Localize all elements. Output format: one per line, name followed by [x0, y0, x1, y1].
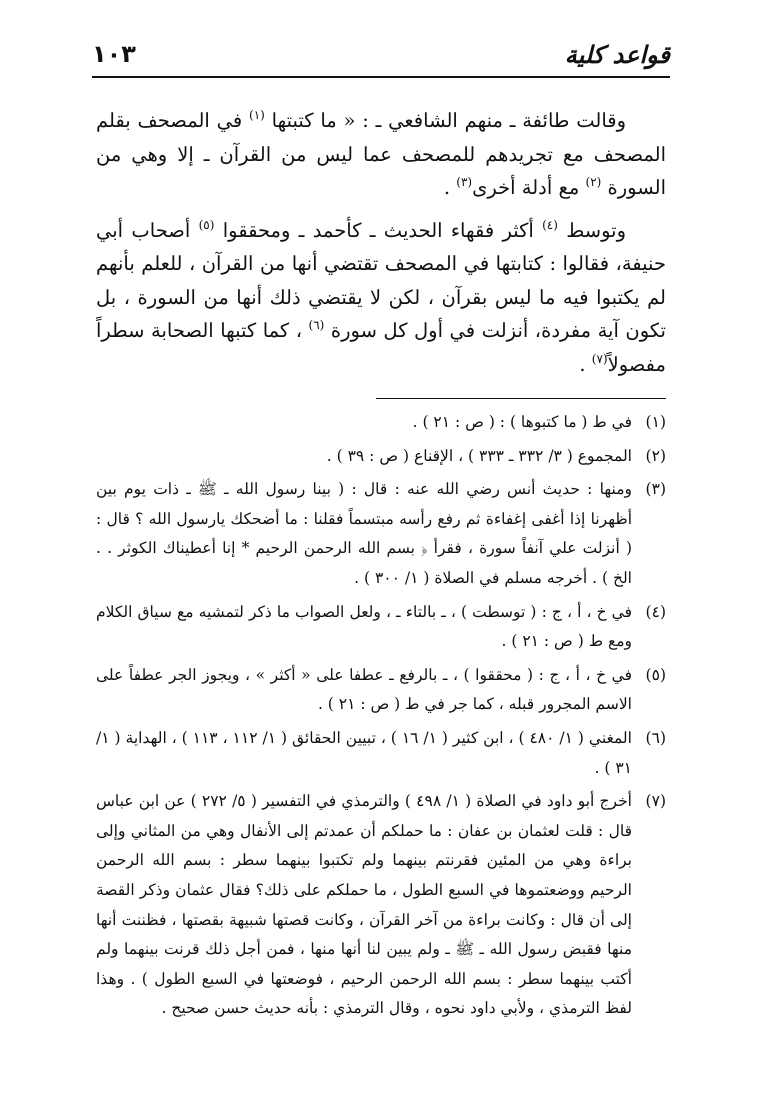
footnote-separator	[376, 398, 666, 399]
footnote-text: في ط ( ما كتبوها ) : ( ص : ٢١ ) .	[412, 413, 632, 431]
paragraph-text: وتوسط	[566, 218, 627, 242]
footnotes	[96, 408, 666, 1028]
footnote-ref-6: (٦)	[308, 318, 325, 332]
paragraph-text: .	[579, 352, 586, 376]
footnote-ref-2: (٢)	[585, 175, 602, 189]
paragraph-text: أكثر فقهاء الحديث ـ كأحمد ـ ومحققوا	[222, 218, 534, 242]
footnote-4	[96, 598, 666, 657]
footnote-3	[96, 475, 666, 593]
paragraph-text: في المصحف بقلم المصحف مع تجريدهم للمصحف عما ليس من القرآن ـ إلا وهي من السورة	[96, 109, 666, 199]
footnote-5	[96, 661, 666, 720]
footnote-number: (٦)	[645, 728, 666, 747]
footnote-number: (٢)	[645, 446, 666, 465]
paragraph-1	[96, 104, 666, 205]
paragraph-text: ، كما كتبها الصحابة سطراً مفصولاً	[96, 319, 666, 376]
header-rule	[92, 76, 670, 78]
footnote-6	[96, 724, 666, 783]
footnote-ref-5: (٥)	[198, 217, 215, 232]
footnote-text: أخرج أبو داود في الصلاة ( ١/ ٤٩٨ ) والترمذي في التفسير ( ٥/ ٢٧٢ ) عن ابن عباس قال : قلت لعثمان بن عفان : ما حملكم أن عمدتم إلى الأنفال وهي من المثاني وإلى براءة وهي من المئين فقرنتم بينهما ولم تكتبوا بينهما سطر : بسم الله الرحمن الرحيم ووضعتموها في السبع الطول ، ما حملكم على ذلك؟ فقال عثمان وذكر القصة إلى أن قال : وكانت براءة من آخر القرآن ، وكانت قصتها شبيهة بقصتها ، فظننت أنها منها فقبض رسول الله ـ ﷺ ـ ولم يبين لنا أنها منها ، فمن أجل ذلك قرنت بينهما ولم أكتب بينهما سطر : بسم الله الرحمن الرحيم ، فوضعتها في السبع الطول ) . وهذا لفظ الترمذي ، ولأبي داود نحوه ، وقال الترمذي : بأنه حديث حسن صحيح .	[96, 792, 632, 1018]
running-title: قواعد كلية	[564, 40, 670, 69]
paragraph-text: .	[443, 176, 451, 199]
footnote-number: (٧)	[645, 792, 666, 811]
page-header	[92, 36, 670, 76]
paragraph-text: مع أدلة أخرى	[472, 176, 580, 199]
footnote-text: المجموع ( ٣/ ٣٣٢ ـ ٣٣٣ ) ، الإقناع ( ص : ٣٩ ) .	[326, 446, 632, 465]
footnote-number: (٥)	[645, 665, 666, 684]
page-number: ١٠٣	[92, 40, 136, 68]
footnote-number: (٣)	[645, 480, 666, 499]
footnote-2	[96, 442, 666, 472]
footnote-ref-1: (١)	[249, 108, 265, 122]
footnote-number: (١)	[645, 413, 666, 431]
footnote-text: في خ ، أ ، ج : ( محققوا ) ، ـ بالرفع ـ عطفا على « أكثر » ، ويجوز الجر عطفاً على الاسم المجرور قبله ، كما جر في ط ( ص : ٢١ ) .	[96, 665, 632, 714]
footnote-number: (٤)	[645, 602, 666, 621]
footnote-7	[96, 787, 666, 1024]
main-text	[96, 104, 666, 390]
footnote-ref-3: (٣)	[456, 175, 473, 189]
footnote-ref-4: (٤)	[542, 217, 558, 232]
paragraph-text: أصحاب أبي حنيفة، فقالوا : كتابتها في المصحف تقتضي أنها من القرآن ، للعلم بأنهم لم يكتبوا فيه ما ليس بقرآن ، لكن لا يقتضي ذلك أنها من السورة ، بل تكون آية مفردة، أنزلت في أول كل سورة	[96, 218, 666, 342]
footnote-1	[96, 408, 666, 438]
footnote-ref-7: (٧)	[591, 351, 608, 366]
paragraph-2	[96, 214, 666, 382]
footnote-text: في خ ، أ ، ج : ( توسطت ) ، ـ بالتاء ـ ، ولعل الصواب ما ذكر لتمشيه مع سياق الكلام ومع ط ( ص : ٢١ ) .	[96, 602, 632, 651]
paragraph-text: وقالت طائفة ـ منهم الشافعي ـ : « ما كتبتها	[271, 109, 627, 132]
footnote-text: المغني ( ١/ ٤٨٠ ) ، ابن كثير ( ١/ ١٦ ) ، تبيين الحقائق ( ١/ ١١٢ ، ١١٣ ) ، الهداية ( ١/ ٣١ ) .	[96, 728, 632, 777]
footnote-text: ومنها : حديث أنس رضي الله عنه : قال : ( بينا رسول الله ـ ﷺ ـ ذات يوم بين أظهرنا إذا أغفى إغفاءة ثم رفع رأسه مبتسماً فقلنا : ما أضحكك يارسول الله ؟ قال : ( أنزلت علي آنفاً سورة ، فقرأ ﴿ بسم الله الرحمن الرحيم * إنا أعطيناك الكوثر . . الخ ) . أخرجه مسلم في الصلاة ( ١/ ٣٠٠ ) .	[96, 480, 632, 587]
